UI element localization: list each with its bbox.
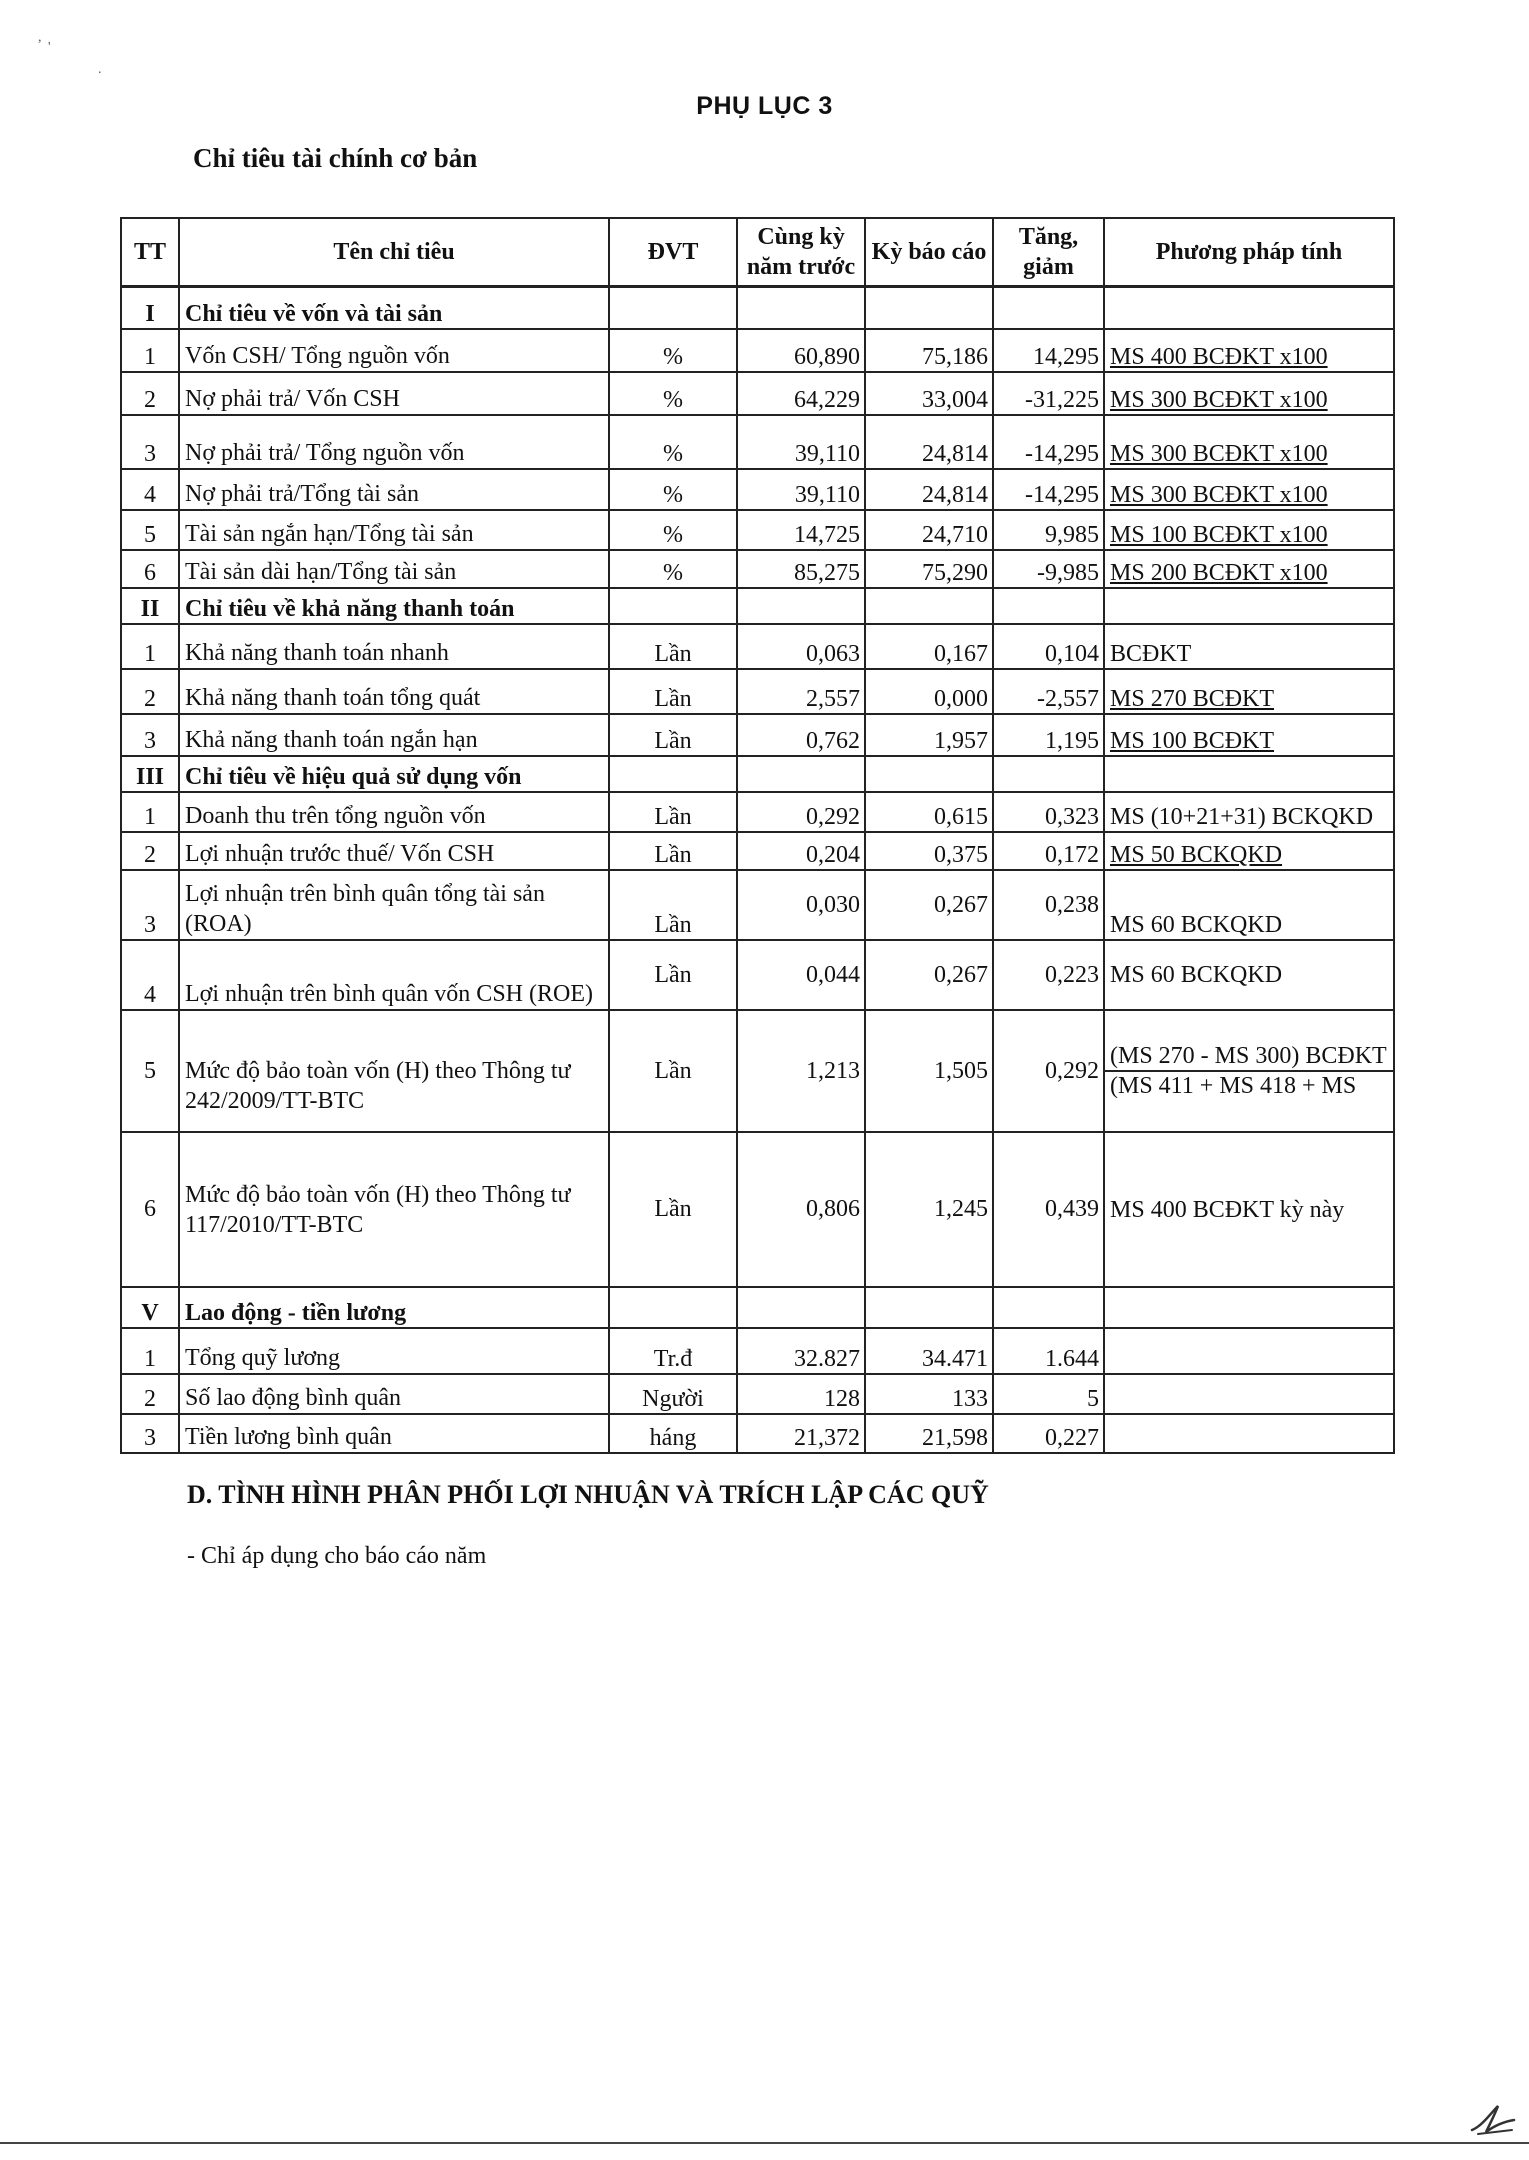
row-number: 6: [121, 550, 179, 588]
method: MS 200 BCĐKT x100: [1110, 560, 1328, 586]
curr-value: 24,814: [865, 415, 993, 469]
section-title: Chỉ tiêu tài chính cơ bản: [193, 143, 478, 173]
method: MS 100 BCĐKT x100: [1110, 522, 1328, 548]
financial-indicators-table: [120, 217, 1395, 1454]
row-number: 2: [121, 1374, 179, 1414]
indicator-name: Số lao động bình quân: [179, 1374, 609, 1414]
indicator-name: Nợ phải trả/ Tổng nguồn vốn: [179, 415, 609, 469]
prev-value: 0,806: [737, 1132, 865, 1287]
table-header-row: [121, 218, 1394, 286]
prev-value: 0,044: [737, 940, 865, 1010]
header-delta: Tăng, giảm: [993, 218, 1104, 286]
indicator-name: Khả năng thanh toán tổng quát: [179, 669, 609, 714]
table-row: [121, 415, 1394, 469]
header-tt: TT: [121, 218, 179, 286]
indicator-name: Mức độ bảo toàn vốn (H) theo Thông tư 242/2009/TT-BTC: [179, 1010, 609, 1132]
unit: háng: [609, 1414, 737, 1453]
row-number: 5: [121, 510, 179, 550]
delta-value: -14,295: [993, 415, 1104, 469]
method: [1104, 1414, 1394, 1453]
header-curr: Kỳ báo cáo: [865, 218, 993, 286]
curr-value: 33,004: [865, 372, 993, 415]
scan-speck: ': [48, 40, 51, 55]
row-number: 2: [121, 372, 179, 415]
group-row: [121, 286, 1394, 329]
unit: Lần: [609, 832, 737, 870]
curr-value: 0,000: [865, 669, 993, 714]
curr-value: 0,267: [865, 870, 993, 940]
method: (MS 270 - MS 300) BCĐKT: [1110, 1043, 1387, 1069]
prev-value: 39,110: [737, 415, 865, 469]
prev-value: 14,725: [737, 510, 865, 550]
row-number: 3: [121, 1414, 179, 1453]
table-row: [121, 469, 1394, 510]
delta-value: -9,985: [993, 550, 1104, 588]
unit: Lần: [609, 624, 737, 669]
unit: Lần: [609, 669, 737, 714]
method: MS 270 BCĐKT: [1110, 686, 1275, 712]
appendix-label: PHỤ LỤC 3: [696, 92, 833, 120]
group-title: Chỉ tiêu về vốn và tài sản: [179, 286, 609, 329]
method: [1104, 1374, 1394, 1414]
table-row: [121, 1328, 1394, 1374]
delta-value: 0,104: [993, 624, 1104, 669]
header-method: Phương pháp tính: [1104, 218, 1394, 286]
curr-value: 1,245: [865, 1132, 993, 1287]
table-row: [121, 510, 1394, 550]
row-number: 2: [121, 669, 179, 714]
row-number: 1: [121, 792, 179, 832]
header-name: Tên chỉ tiêu: [179, 218, 609, 286]
indicator-name: Lợi nhuận trên bình quân tổng tài sản (ROA): [179, 870, 609, 940]
table-row: [121, 832, 1394, 870]
group-title: Lao động - tiền lương: [179, 1287, 609, 1328]
table-row: [121, 714, 1394, 756]
curr-value: 133: [865, 1374, 993, 1414]
section-d-note: - Chỉ áp dụng cho báo cáo năm: [187, 1543, 487, 1569]
curr-value: 24,814: [865, 469, 993, 510]
group-title: Chỉ tiêu về hiệu quả sử dụng vốn: [179, 756, 609, 792]
method: MS 300 BCĐKT x100: [1110, 482, 1328, 508]
prev-value: 0,063: [737, 624, 865, 669]
curr-value: 75,290: [865, 550, 993, 588]
table-row: [121, 792, 1394, 832]
header-prev: Cùng kỳ năm trước: [737, 218, 865, 286]
row-number: 1: [121, 624, 179, 669]
method: MS 50 BCKQKD: [1110, 842, 1283, 868]
group-row: [121, 588, 1394, 624]
unit: Lần: [609, 870, 737, 940]
curr-value: 1,957: [865, 714, 993, 756]
method: MS 400 BCĐKT kỳ này: [1104, 1132, 1394, 1287]
method: MS (10+21+31) BCKQKD: [1104, 792, 1394, 832]
delta-value: 0,238: [993, 870, 1104, 940]
indicator-name: Tài sản dài hạn/Tổng tài sản: [179, 550, 609, 588]
signature-mark: [1468, 2100, 1518, 2140]
delta-value: 5: [993, 1374, 1104, 1414]
indicator-name: Khả năng thanh toán ngắn hạn: [179, 714, 609, 756]
group-row: [121, 1287, 1394, 1328]
delta-value: 1,195: [993, 714, 1104, 756]
curr-value: 34.471: [865, 1328, 993, 1374]
row-number: 4: [121, 940, 179, 1010]
row-number: 4: [121, 469, 179, 510]
delta-value: 0,227: [993, 1414, 1104, 1453]
group-row: [121, 756, 1394, 792]
prev-value: 39,110: [737, 469, 865, 510]
group-number: V: [121, 1287, 179, 1328]
table-row: [121, 669, 1394, 714]
row-number: 1: [121, 1328, 179, 1374]
row-number: 2: [121, 832, 179, 870]
row-number: 3: [121, 714, 179, 756]
delta-value: -14,295: [993, 469, 1104, 510]
group-number: III: [121, 756, 179, 792]
prev-value: 0,292: [737, 792, 865, 832]
method: MS 300 BCĐKT x100: [1110, 441, 1328, 467]
delta-value: -31,225: [993, 372, 1104, 415]
scan-speck: .: [98, 62, 102, 77]
delta-value: 9,985: [993, 510, 1104, 550]
method: BCĐKT: [1104, 624, 1394, 669]
unit: %: [609, 329, 737, 372]
delta-value: 0,223: [993, 940, 1104, 1010]
prev-value: 85,275: [737, 550, 865, 588]
table-row: [121, 329, 1394, 372]
indicator-name: Mức độ bảo toàn vốn (H) theo Thông tư 117/2010/TT-BTC: [179, 1132, 609, 1287]
page-bottom-rule: [0, 2142, 1529, 2144]
unit: Lần: [609, 1132, 737, 1287]
delta-value: 0,292: [993, 1010, 1104, 1132]
indicator-name: Vốn CSH/ Tổng nguồn vốn: [179, 329, 609, 372]
unit: Lần: [609, 940, 737, 1010]
unit: %: [609, 372, 737, 415]
prev-value: 0,204: [737, 832, 865, 870]
method: MS 300 BCĐKT x100: [1110, 387, 1328, 413]
indicator-name: Tiền lương bình quân: [179, 1414, 609, 1453]
row-number: 5: [121, 1010, 179, 1132]
curr-value: 24,710: [865, 510, 993, 550]
prev-value: 1,213: [737, 1010, 865, 1132]
unit: Lần: [609, 714, 737, 756]
unit: %: [609, 469, 737, 510]
row-number: 6: [121, 1132, 179, 1287]
indicator-name: Doanh thu trên tổng nguồn vốn: [179, 792, 609, 832]
prev-value: 0,030: [737, 870, 865, 940]
curr-value: 21,598: [865, 1414, 993, 1453]
indicator-name: Tổng quỹ lương: [179, 1328, 609, 1374]
indicator-name: Tài sản ngắn hạn/Tổng tài sản: [179, 510, 609, 550]
group-number: I: [121, 286, 179, 329]
row-number: 3: [121, 415, 179, 469]
unit: Lần: [609, 1010, 737, 1132]
delta-value: 14,295: [993, 329, 1104, 372]
unit: %: [609, 415, 737, 469]
indicator-name: Khả năng thanh toán nhanh: [179, 624, 609, 669]
row-number: 1: [121, 329, 179, 372]
delta-value: 0,439: [993, 1132, 1104, 1287]
method-continued: (MS 411 + MS 418 + MS: [1105, 1070, 1393, 1100]
delta-value: 1.644: [993, 1328, 1104, 1374]
prev-value: 0,762: [737, 714, 865, 756]
table-row: [121, 870, 1394, 940]
row-number: 3: [121, 870, 179, 940]
prev-value: 128: [737, 1374, 865, 1414]
indicator-name: Lợi nhuận trên bình quân vốn CSH (ROE): [179, 940, 609, 1010]
unit: Lần: [609, 792, 737, 832]
scan-speck: ,: [38, 30, 42, 45]
curr-value: 0,615: [865, 792, 993, 832]
method: [1104, 1328, 1394, 1374]
prev-value: 32.827: [737, 1328, 865, 1374]
header-unit: ĐVT: [609, 218, 737, 286]
table-row: [121, 550, 1394, 588]
table-row: [121, 1132, 1394, 1287]
unit: %: [609, 550, 737, 588]
unit: Người: [609, 1374, 737, 1414]
method: MS 60 BCKQKD: [1104, 870, 1394, 940]
group-title: Chỉ tiêu về khả năng thanh toán: [179, 588, 609, 624]
group-number: II: [121, 588, 179, 624]
unit: Tr.đ: [609, 1328, 737, 1374]
prev-value: 64,229: [737, 372, 865, 415]
prev-value: 21,372: [737, 1414, 865, 1453]
indicator-name: Lợi nhuận trước thuế/ Vốn CSH: [179, 832, 609, 870]
indicator-name: Nợ phải trả/ Vốn CSH: [179, 372, 609, 415]
curr-value: 0,167: [865, 624, 993, 669]
curr-value: 75,186: [865, 329, 993, 372]
curr-value: 0,375: [865, 832, 993, 870]
curr-value: 0,267: [865, 940, 993, 1010]
delta-value: 0,323: [993, 792, 1104, 832]
delta-value: -2,557: [993, 669, 1104, 714]
delta-value: 0,172: [993, 832, 1104, 870]
curr-value: 1,505: [865, 1010, 993, 1132]
section-d-heading: D. TÌNH HÌNH PHÂN PHỐI LỢI NHUẬN VÀ TRÍCH LẬP CÁC QUỸ: [187, 1480, 989, 1509]
prev-value: 60,890: [737, 329, 865, 372]
method: MS 60 BCKQKD: [1104, 940, 1394, 1010]
table-row: [121, 940, 1394, 1010]
indicator-name: Nợ phải trả/Tổng tài sản: [179, 469, 609, 510]
prev-value: 2,557: [737, 669, 865, 714]
table-row: [121, 1010, 1394, 1132]
unit: %: [609, 510, 737, 550]
table-row: [121, 624, 1394, 669]
table-row: [121, 1374, 1394, 1414]
method: MS 400 BCĐKT x100: [1110, 344, 1328, 370]
table-row: [121, 1414, 1394, 1453]
table-row: [121, 372, 1394, 415]
method: MS 100 BCĐKT: [1110, 728, 1275, 754]
